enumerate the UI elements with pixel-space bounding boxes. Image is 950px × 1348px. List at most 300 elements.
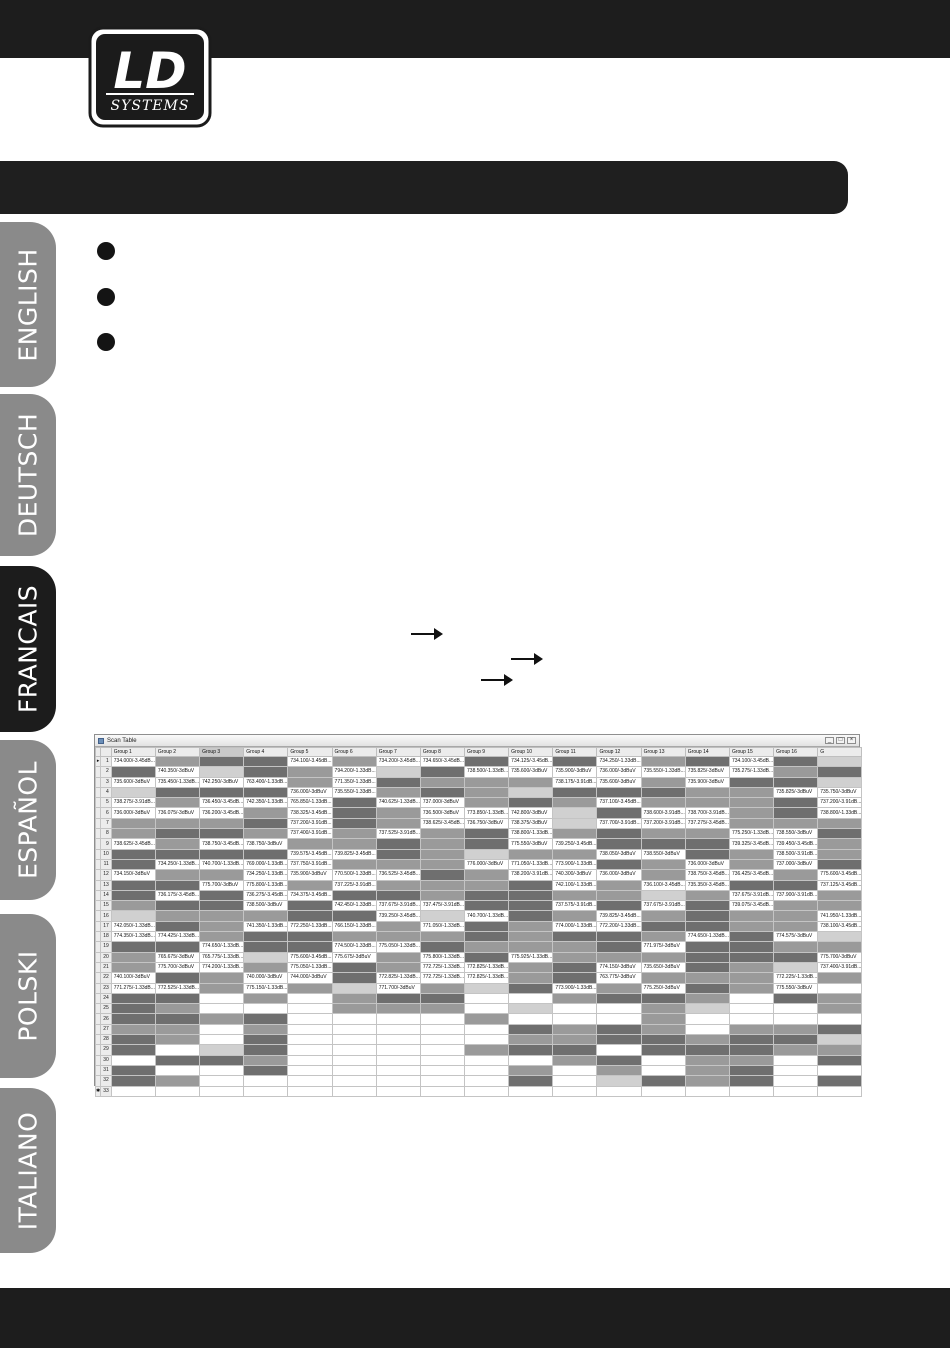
table-cell[interactable] (111, 1035, 155, 1045)
table-cell[interactable] (244, 787, 288, 797)
table-cell[interactable]: 775.150/-1.33dB... (244, 983, 288, 993)
table-cell[interactable]: 736.000/-3dBuV (288, 787, 332, 797)
table-cell[interactable]: 775.050/-1.33dB... (376, 942, 420, 952)
table-cell[interactable] (685, 1055, 729, 1065)
column-header-group-10[interactable]: Group 10 (509, 748, 553, 757)
table-cell[interactable] (465, 870, 509, 880)
table-cell[interactable] (332, 818, 376, 828)
table-cell[interactable] (685, 798, 729, 808)
table-cell[interactable] (641, 932, 685, 942)
table-cell[interactable] (641, 993, 685, 1003)
table-cell[interactable] (729, 921, 773, 931)
table-cell[interactable] (729, 1004, 773, 1014)
table-row[interactable] (96, 1076, 862, 1086)
table-cell[interactable] (553, 757, 597, 767)
table-cell[interactable] (155, 973, 199, 983)
table-cell[interactable] (597, 787, 641, 797)
table-cell[interactable] (818, 829, 862, 839)
table-cell[interactable] (155, 1014, 199, 1024)
table-cell[interactable]: 736.000/-3dBuV (111, 808, 155, 818)
table-cell[interactable] (420, 1086, 464, 1096)
table-cell[interactable]: 735.550/-1.33dB... (641, 767, 685, 777)
maximize-button[interactable]: □ (836, 737, 845, 744)
table-cell[interactable] (288, 1086, 332, 1096)
table-cell[interactable]: 765.850/-1.33dB... (288, 798, 332, 808)
table-cell[interactable] (641, 829, 685, 839)
table-cell[interactable]: 766.150/-1.33dB... (332, 921, 376, 931)
table-row[interactable] (96, 932, 862, 942)
table-cell[interactable]: 736.425/-3.45dB... (729, 870, 773, 880)
table-cell[interactable] (332, 1065, 376, 1075)
table-cell[interactable] (244, 767, 288, 777)
table-cell[interactable] (420, 1076, 464, 1086)
table-cell[interactable] (111, 901, 155, 911)
table-row[interactable] (96, 911, 862, 921)
table-cell[interactable]: 773.900/-1.33dB... (553, 983, 597, 993)
table-cell[interactable] (553, 890, 597, 900)
table-cell[interactable] (597, 983, 641, 993)
table-cell[interactable]: 739.250/-3.45dB... (553, 839, 597, 849)
table-cell[interactable] (111, 962, 155, 972)
table-cell[interactable] (288, 767, 332, 777)
table-cell[interactable] (465, 849, 509, 859)
table-cell[interactable] (111, 993, 155, 1003)
table-row[interactable] (96, 839, 862, 849)
table-cell[interactable]: 742.450/-1.33dB... (332, 901, 376, 911)
table-cell[interactable]: 734.000/-3.45dB... (111, 757, 155, 767)
table-cell[interactable] (774, 1014, 818, 1024)
table-cell[interactable]: 735.350/-3.45dB... (685, 880, 729, 890)
table-cell[interactable] (597, 808, 641, 818)
table-cell[interactable] (641, 1004, 685, 1014)
table-cell[interactable] (729, 808, 773, 818)
table-cell[interactable] (553, 911, 597, 921)
table-cell[interactable] (641, 1035, 685, 1045)
table-cell[interactable]: 737.400/-3.91dB... (288, 829, 332, 839)
table-row[interactable] (96, 993, 862, 1003)
table-cell[interactable] (729, 849, 773, 859)
table-cell[interactable]: 738.800/-1.33dB... (818, 808, 862, 818)
table-cell[interactable] (774, 911, 818, 921)
table-cell[interactable] (155, 1024, 199, 1034)
table-cell[interactable]: 735.650/-3dBuV (641, 962, 685, 972)
table-cell[interactable] (465, 993, 509, 1003)
table-cell[interactable] (376, 880, 420, 890)
table-cell[interactable]: 740.625/-1.33dB... (376, 798, 420, 808)
table-cell[interactable] (244, 1035, 288, 1045)
table-cell[interactable] (465, 798, 509, 808)
table-cell[interactable] (376, 787, 420, 797)
table-cell[interactable]: 772.525/-1.33dB... (155, 983, 199, 993)
table-cell[interactable] (420, 993, 464, 1003)
table-row[interactable] (96, 880, 862, 890)
table-cell[interactable] (553, 818, 597, 828)
table-cell[interactable] (332, 1055, 376, 1065)
table-row[interactable] (96, 1065, 862, 1075)
table-cell[interactable] (376, 839, 420, 849)
table-cell[interactable] (332, 839, 376, 849)
table-row[interactable] (96, 777, 862, 787)
table-cell[interactable] (288, 1055, 332, 1065)
table-cell[interactable]: 734.250/-1.33dB... (244, 870, 288, 880)
table-cell[interactable] (332, 859, 376, 869)
table-cell[interactable] (509, 983, 553, 993)
table-cell[interactable]: 735.550/-1.33dB... (332, 787, 376, 797)
table-cell[interactable] (288, 1014, 332, 1024)
table-cell[interactable] (509, 890, 553, 900)
table-cell[interactable]: 739.575/-3.45dB... (288, 849, 332, 859)
table-cell[interactable] (729, 1076, 773, 1086)
table-cell[interactable] (774, 767, 818, 777)
table-cell[interactable] (729, 1065, 773, 1075)
table-cell[interactable] (288, 993, 332, 1003)
table-cell[interactable] (818, 839, 862, 849)
table-cell[interactable]: 737.275/-3.45dB... (685, 818, 729, 828)
table-cell[interactable] (420, 787, 464, 797)
table-cell[interactable]: 775.600/-3.45dB... (818, 870, 862, 880)
column-header-group-2[interactable]: Group 2 (155, 748, 199, 757)
table-cell[interactable] (685, 973, 729, 983)
table-cell[interactable] (597, 890, 641, 900)
table-cell[interactable]: 765.775/-1.33dB... (200, 952, 244, 962)
table-row[interactable] (96, 1055, 862, 1065)
table-cell[interactable] (685, 1086, 729, 1096)
table-cell[interactable]: 735.750/-3dBuV (818, 787, 862, 797)
column-header-group-9[interactable]: Group 9 (465, 748, 509, 757)
table-cell[interactable] (553, 973, 597, 983)
table-cell[interactable] (685, 1045, 729, 1055)
table-cell[interactable] (818, 901, 862, 911)
table-cell[interactable]: 738.375/-3dBuV (509, 818, 553, 828)
table-cell[interactable] (685, 829, 729, 839)
table-cell[interactable] (774, 1004, 818, 1014)
table-cell[interactable] (818, 942, 862, 952)
table-cell[interactable]: 736.450/-3.45dB... (200, 798, 244, 808)
table-cell[interactable] (420, 829, 464, 839)
table-cell[interactable] (509, 1045, 553, 1055)
table-cell[interactable]: 773.900/-1.33dB... (553, 859, 597, 869)
table-cell[interactable] (509, 880, 553, 890)
table-cell[interactable] (200, 849, 244, 859)
table-cell[interactable] (332, 911, 376, 921)
table-cell[interactable] (155, 787, 199, 797)
table-cell[interactable] (509, 1035, 553, 1045)
table-cell[interactable] (774, 952, 818, 962)
table-cell[interactable] (420, 1055, 464, 1065)
table-cell[interactable] (641, 839, 685, 849)
table-cell[interactable] (376, 890, 420, 900)
table-cell[interactable] (774, 1035, 818, 1045)
table-cell[interactable] (376, 921, 420, 931)
table-cell[interactable]: 775.600/-3.45dB... (288, 952, 332, 962)
table-cell[interactable] (376, 859, 420, 869)
table-row[interactable] (96, 787, 862, 797)
table-cell[interactable] (818, 859, 862, 869)
table-cell[interactable] (200, 1045, 244, 1055)
table-cell[interactable] (200, 1065, 244, 1075)
table-cell[interactable]: 740.350/-3dBuV (155, 767, 199, 777)
table-cell[interactable] (376, 952, 420, 962)
table-cell[interactable]: 771.700/-3dBuV (376, 983, 420, 993)
table-cell[interactable] (200, 1076, 244, 1086)
table-cell[interactable]: 738.550/-3dBuV (641, 849, 685, 859)
table-cell[interactable] (641, 1014, 685, 1024)
table-cell[interactable]: 775.050/-1.33dB... (288, 962, 332, 972)
table-cell[interactable] (641, 1065, 685, 1075)
table-row[interactable] (96, 1086, 862, 1096)
table-cell[interactable] (774, 901, 818, 911)
table-row[interactable] (96, 1035, 862, 1045)
table-cell[interactable]: 737.900/-3.91dB... (774, 890, 818, 900)
table-cell[interactable] (155, 870, 199, 880)
table-cell[interactable]: 774.350/-1.33dB... (111, 932, 155, 942)
table-cell[interactable]: 735.900/-3dBuV (288, 870, 332, 880)
table-cell[interactable] (420, 839, 464, 849)
table-row[interactable] (96, 901, 862, 911)
table-cell[interactable] (332, 1076, 376, 1086)
table-cell[interactable]: 738.500/-1.33dB... (465, 767, 509, 777)
table-cell[interactable]: 735.900/-3dBuV (553, 767, 597, 777)
table-cell[interactable] (729, 911, 773, 921)
table-cell[interactable] (597, 1076, 641, 1086)
table-cell[interactable] (200, 1035, 244, 1045)
table-cell[interactable] (641, 1076, 685, 1086)
table-cell[interactable]: 737.675/-3.91dB... (376, 901, 420, 911)
table-cell[interactable]: 738.750/-3.45dB... (685, 870, 729, 880)
table-cell[interactable]: 736.175/-3.45dB... (155, 890, 199, 900)
table-cell[interactable]: 735.900/-3dBuV (685, 777, 729, 787)
table-cell[interactable] (774, 777, 818, 787)
table-cell[interactable]: 740.300/-3dBuV (553, 870, 597, 880)
table-cell[interactable]: 737.100/-3.45dB... (597, 798, 641, 808)
table-cell[interactable]: 734.650/-3.45dB... (420, 757, 464, 767)
table-cell[interactable] (244, 1004, 288, 1014)
table-cell[interactable] (597, 1045, 641, 1055)
table-cell[interactable] (200, 1086, 244, 1096)
table-cell[interactable] (200, 787, 244, 797)
table-cell[interactable]: 739.250/-3.45dB... (376, 911, 420, 921)
table-cell[interactable] (288, 777, 332, 787)
table-cell[interactable] (465, 829, 509, 839)
table-cell[interactable]: 737.200/-3.91dB... (818, 798, 862, 808)
table-cell[interactable]: 738.500/-3.91dB... (774, 849, 818, 859)
table-cell[interactable] (332, 1014, 376, 1024)
table-cell[interactable] (509, 932, 553, 942)
table-cell[interactable] (553, 1086, 597, 1096)
table-cell[interactable]: 738.750/-3.45dB... (200, 839, 244, 849)
table-cell[interactable]: 772.725/-1.33dB... (420, 973, 464, 983)
table-cell[interactable] (553, 1076, 597, 1086)
table-cell[interactable] (420, 859, 464, 869)
table-cell[interactable] (509, 1076, 553, 1086)
table-cell[interactable] (465, 890, 509, 900)
table-cell[interactable]: 774.500/-1.33dB... (332, 942, 376, 952)
table-cell[interactable]: 735.600/-3dBuV (111, 777, 155, 787)
table-cell[interactable]: 772.225/-1.33dB... (774, 973, 818, 983)
table-cell[interactable] (244, 1065, 288, 1075)
table-cell[interactable] (818, 1035, 862, 1045)
table-cell[interactable] (597, 942, 641, 952)
table-cell[interactable] (111, 880, 155, 890)
table-cell[interactable] (818, 890, 862, 900)
table-cell[interactable]: 735.600/-3dBuV (509, 767, 553, 777)
table-cell[interactable] (509, 1004, 553, 1014)
table-cell[interactable] (155, 1045, 199, 1055)
table-cell[interactable] (685, 921, 729, 931)
table-cell[interactable] (553, 1035, 597, 1045)
table-cell[interactable]: 734.125/-3.45dB... (509, 757, 553, 767)
table-cell[interactable] (774, 1065, 818, 1075)
table-cell[interactable] (332, 1024, 376, 1034)
table-cell[interactable] (155, 849, 199, 859)
table-cell[interactable]: 735.825/-3dBuV (774, 787, 818, 797)
table-cell[interactable] (553, 1045, 597, 1055)
table-row[interactable] (96, 767, 862, 777)
table-cell[interactable]: 737.675/-3.91dB... (641, 901, 685, 911)
table-cell[interactable] (420, 1065, 464, 1075)
table-cell[interactable]: 738.050/-3dBuV (597, 849, 641, 859)
table-cell[interactable] (288, 880, 332, 890)
table-cell[interactable] (465, 1024, 509, 1034)
table-cell[interactable] (332, 993, 376, 1003)
table-cell[interactable] (553, 1014, 597, 1024)
table-cell[interactable] (729, 1024, 773, 1034)
table-cell[interactable]: 744.000/-3dBuV (288, 973, 332, 983)
table-cell[interactable] (553, 962, 597, 972)
table-cell[interactable]: 737.000/-3dBuV (774, 859, 818, 869)
table-cell[interactable] (376, 1076, 420, 1086)
table-cell[interactable]: 734.250/-1.33dB... (155, 859, 199, 869)
table-cell[interactable] (288, 942, 332, 952)
table-cell[interactable]: 772.250/-1.33dB... (288, 921, 332, 931)
table-cell[interactable] (155, 993, 199, 1003)
table-cell[interactable] (465, 1086, 509, 1096)
table-cell[interactable] (553, 829, 597, 839)
table-cell[interactable] (420, 942, 464, 952)
table-cell[interactable]: 774.650/-1.33dB... (200, 942, 244, 952)
table-cell[interactable] (420, 890, 464, 900)
table-cell[interactable] (155, 1065, 199, 1075)
table-cell[interactable] (509, 1055, 553, 1065)
table-cell[interactable]: 737.750/-3.91dB... (288, 859, 332, 869)
table-cell[interactable] (155, 911, 199, 921)
table-cell[interactable]: 740.700/-1.33dB... (465, 911, 509, 921)
table-cell[interactable] (155, 839, 199, 849)
table-cell[interactable] (155, 880, 199, 890)
table-cell[interactable] (641, 890, 685, 900)
table-cell[interactable] (597, 1055, 641, 1065)
table-cell[interactable]: 736.500/-3dBuV (420, 808, 464, 818)
table-cell[interactable] (465, 1045, 509, 1055)
table-row[interactable] (96, 952, 862, 962)
table-cell[interactable] (509, 1065, 553, 1075)
table-cell[interactable] (376, 1014, 420, 1024)
table-cell[interactable] (509, 942, 553, 952)
table-cell[interactable] (376, 849, 420, 859)
table-row[interactable] (96, 870, 862, 880)
table-cell[interactable] (774, 870, 818, 880)
table-cell[interactable] (244, 1055, 288, 1065)
table-cell[interactable]: 775.800/-1.33dB... (420, 952, 464, 962)
table-cell[interactable] (465, 757, 509, 767)
table-cell[interactable]: 737.525/-3.91dB... (376, 829, 420, 839)
table-cell[interactable] (465, 1065, 509, 1075)
table-cell[interactable] (155, 1004, 199, 1014)
table-cell[interactable] (774, 798, 818, 808)
table-cell[interactable] (332, 983, 376, 993)
row-selector[interactable]: ✱ (96, 1086, 101, 1096)
table-cell[interactable] (376, 767, 420, 777)
table-row[interactable] (96, 829, 862, 839)
table-cell[interactable] (244, 808, 288, 818)
table-cell[interactable]: 738.325/-3.45dB... (288, 808, 332, 818)
table-cell[interactable] (376, 1065, 420, 1075)
table-cell[interactable] (244, 993, 288, 1003)
column-header-group-7[interactable]: Group 7 (376, 748, 420, 757)
table-cell[interactable] (685, 901, 729, 911)
table-cell[interactable] (288, 1035, 332, 1045)
table-cell[interactable]: 741.950/-1.33dB... (818, 911, 862, 921)
table-cell[interactable] (685, 849, 729, 859)
table-cell[interactable] (729, 962, 773, 972)
table-cell[interactable] (200, 890, 244, 900)
table-cell[interactable]: 774.200/-1.33dB... (200, 962, 244, 972)
column-header-group-8[interactable]: Group 8 (420, 748, 464, 757)
table-cell[interactable] (597, 829, 641, 839)
table-cell[interactable]: 775.700/-3dBuV (818, 952, 862, 962)
table-cell[interactable] (509, 777, 553, 787)
table-cell[interactable] (111, 1065, 155, 1075)
table-cell[interactable] (200, 1004, 244, 1014)
table-cell[interactable] (509, 921, 553, 931)
table-cell[interactable]: 736.750/-3dBuV (465, 818, 509, 828)
table-cell[interactable] (200, 932, 244, 942)
table-cell[interactable]: 771.050/-1.33dB... (420, 921, 464, 931)
table-cell[interactable] (420, 1035, 464, 1045)
table-cell[interactable] (597, 1014, 641, 1024)
table-cell[interactable]: 736.075/-3dBuV (155, 808, 199, 818)
table-cell[interactable] (597, 993, 641, 1003)
table-cell[interactable]: 737.700/-3.91dB... (597, 818, 641, 828)
table-cell[interactable]: 734.375/-3.45dB... (288, 890, 332, 900)
table-cell[interactable] (729, 777, 773, 787)
language-tab-español[interactable] (0, 740, 56, 900)
table-cell[interactable]: 738.625/-3.45dB... (111, 839, 155, 849)
table-cell[interactable] (420, 1045, 464, 1055)
table-cell[interactable] (641, 870, 685, 880)
table-cell[interactable] (818, 983, 862, 993)
table-cell[interactable] (685, 983, 729, 993)
table-cell[interactable] (597, 901, 641, 911)
table-cell[interactable]: 765.675/-3dBuV (155, 952, 199, 962)
table-cell[interactable] (332, 973, 376, 983)
table-cell[interactable] (641, 757, 685, 767)
table-cell[interactable] (155, 1035, 199, 1045)
table-cell[interactable]: 735.275/-1.33dB... (729, 767, 773, 777)
table-cell[interactable] (155, 901, 199, 911)
table-cell[interactable]: 772.825/-1.33dB... (465, 962, 509, 972)
table-cell[interactable] (332, 890, 376, 900)
table-cell[interactable] (818, 1014, 862, 1024)
table-cell[interactable] (200, 993, 244, 1003)
table-cell[interactable]: 775.800/-1.33dB... (244, 880, 288, 890)
table-cell[interactable] (818, 757, 862, 767)
table-cell[interactable] (553, 808, 597, 818)
table-cell[interactable] (111, 829, 155, 839)
table-cell[interactable] (420, 932, 464, 942)
table-row[interactable] (96, 849, 862, 859)
table-cell[interactable] (818, 849, 862, 859)
